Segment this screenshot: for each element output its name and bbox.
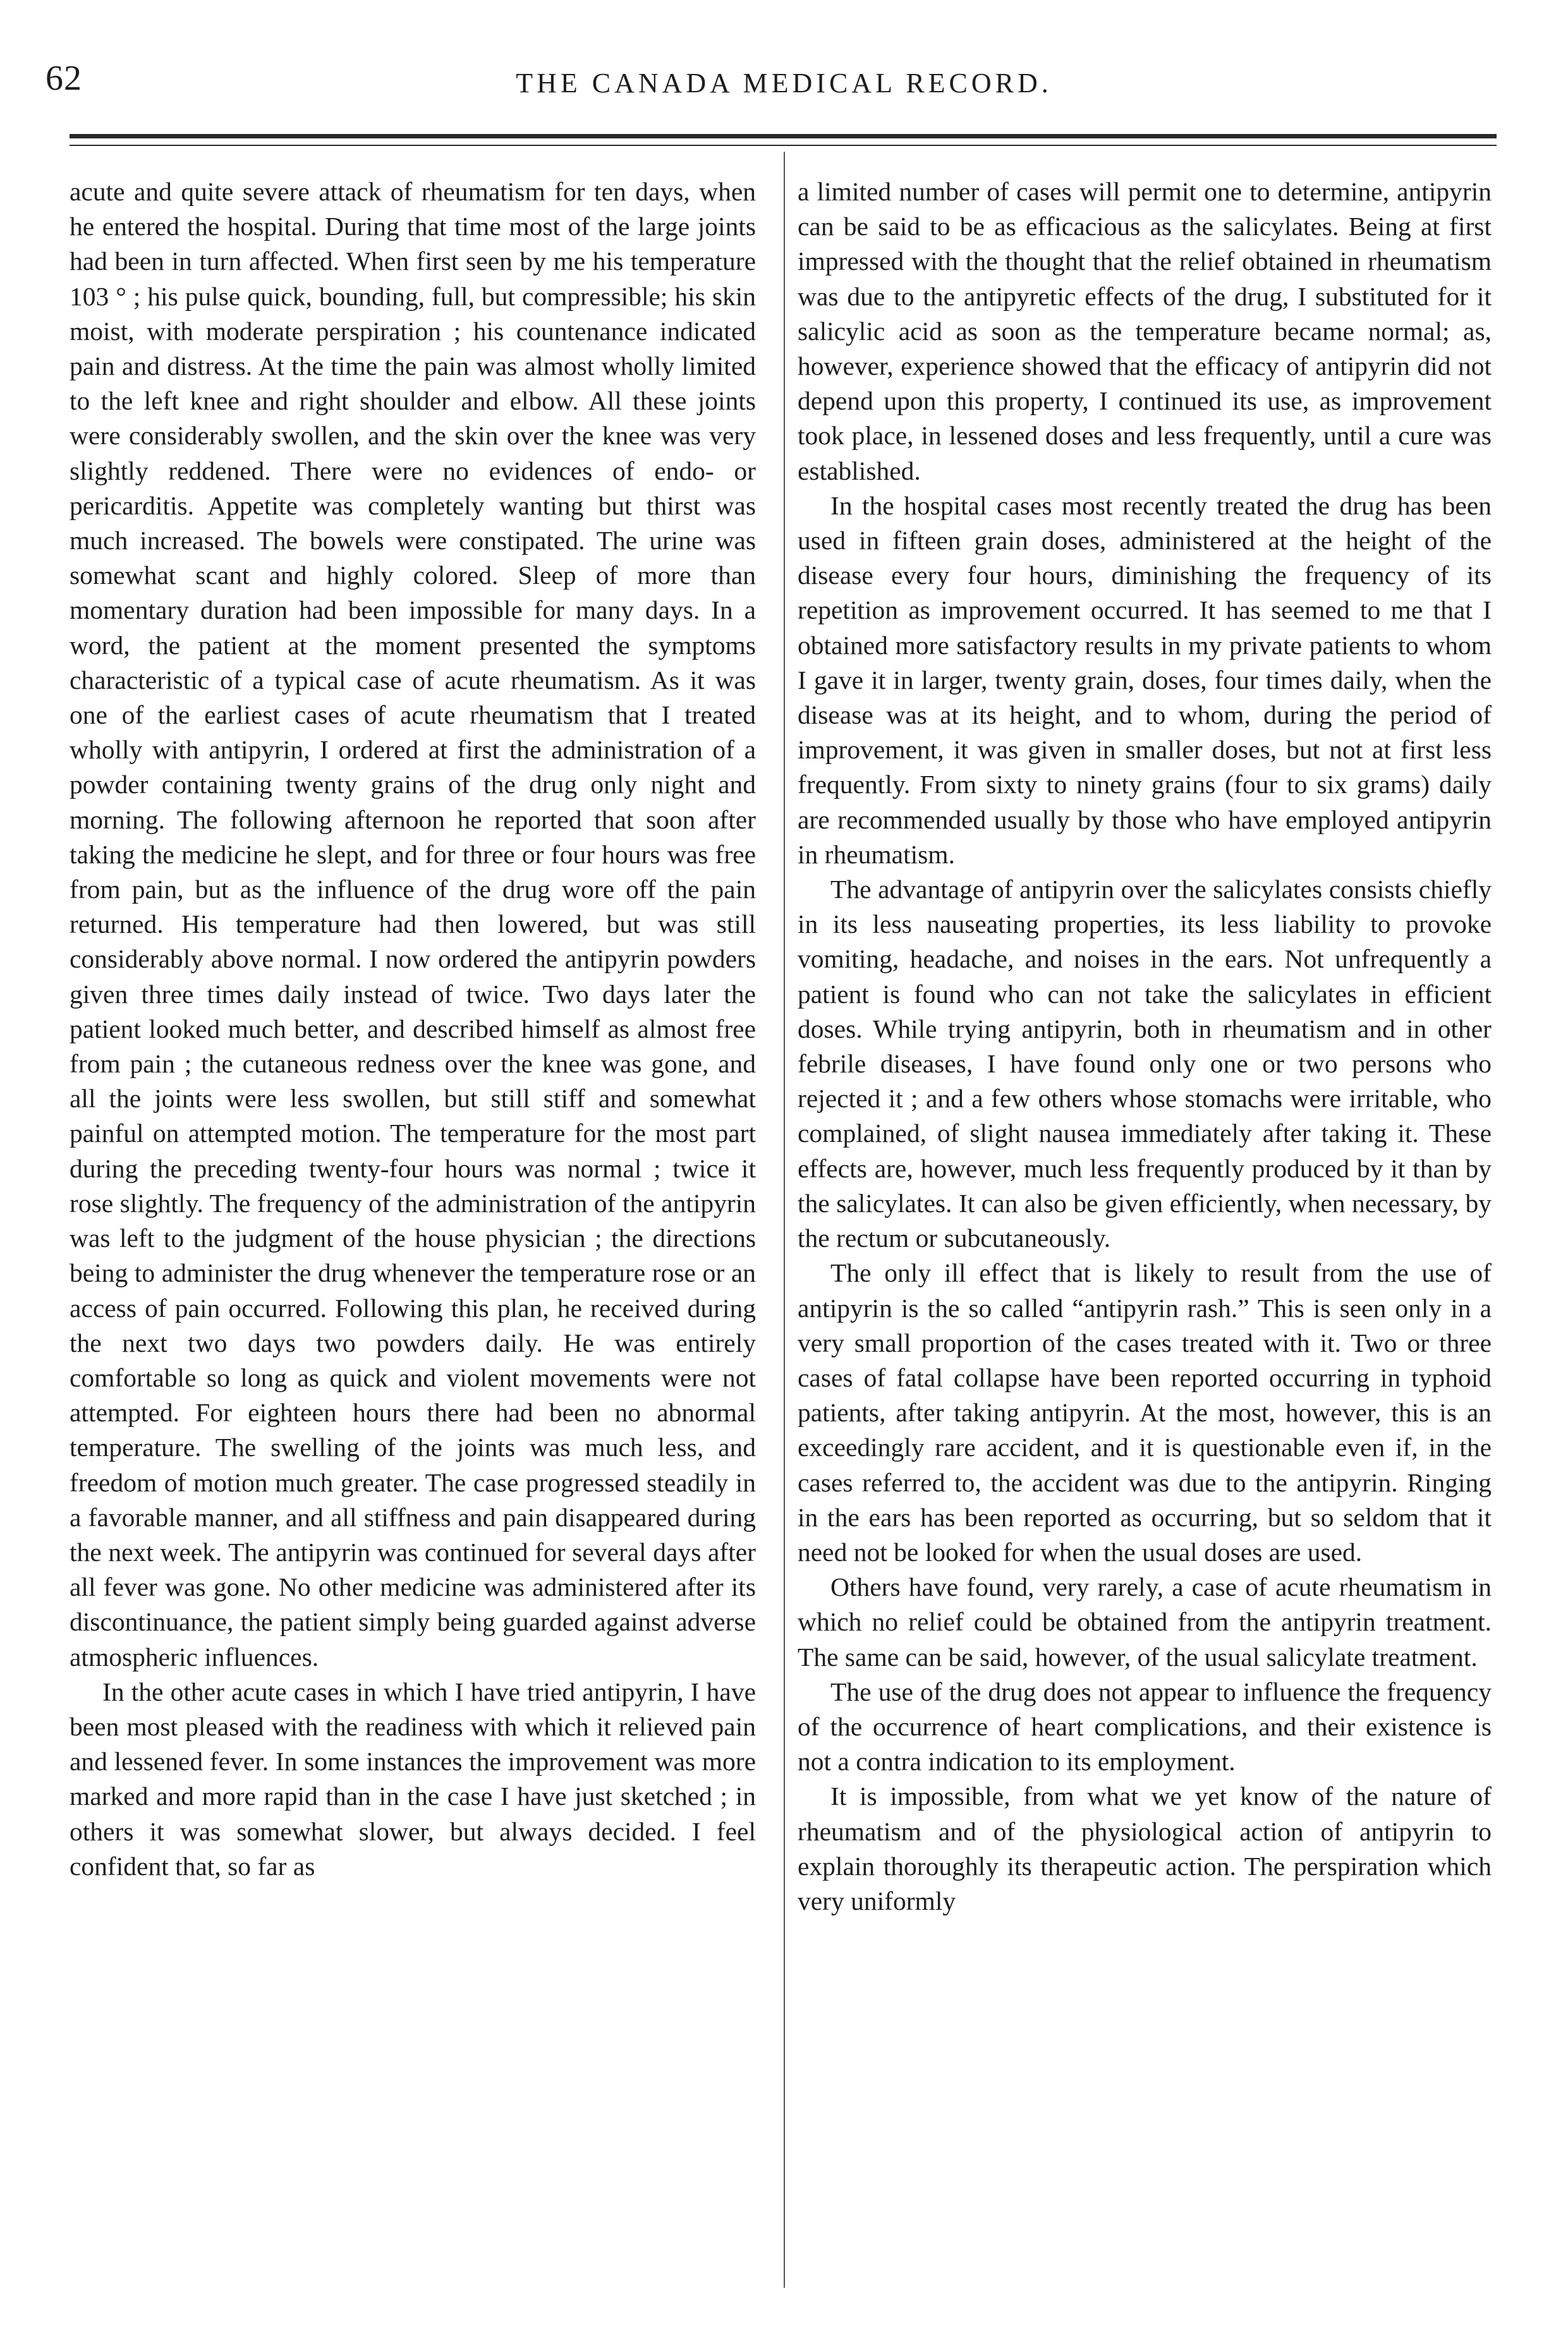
paragraph: Others have found, very rarely, a case of acute rheumatism in which no relief could be obtained from the antipyrin treatment. The same can be said, however, of the usual salicylate treatment. [798, 1572, 1492, 1672]
page-number: 62 [46, 59, 82, 98]
paragraph: The only ill effect that is likely to result from the use of antipyrin is the so called “antipyrin rash.” This is seen only in a very small proportion of the cases treated with it. Two or three cases of fatal collapse have been reported occurring in typhoid patients, after taking antipyrin. At the most, however, this is an exceedingly rare accident, and it is questionable even if, in the cases referred to, the accident was due to the antipyrin. Ringing in the ears has been reported as occurring, but so seldom that it need not be looked for when the usual doses are used. [798, 1258, 1492, 1567]
paragraph: acute and quite severe attack of rheumatism for ten days, when he entered the hospital. During that time most of the large joints had been in turn affected. When first seen by me his temperature 103 ° ; his pulse quick, bounding, full, but compressible; his skin moist, with moderate perspiration ; his countenance indicated pain and distress. At the time the pain was almost wholly limited to the left knee and right shoulder and elbow. All these joints were considerably swollen, and the skin over the knee was very slightly reddened. There were no evidences of endo- or pericarditis. Appetite was completely wanting but thirst was much increased. The bowels were constipated. The urine was somewhat scant and highly colored. Sleep of more than momentary duration had been impossible for many days. In a word, the patient at the moment presented the symptoms characteristic of a typical case of acute rheumatism. As it was one of the earliest cases of acute rheumatism that I treated wholly with antipyrin, I ordered at first the administration of a powder containing twenty grains of the drug only night and morning. The following afternoon he reported that soon after taking the medicine he slept, and for three or four hours was free from pain, but as the influence of the drug wore off the pain returned. His temperature had then lowered, but was still considerably above normal. I now ordered the antipyrin powders given three times daily instead of twice. Two days later the patient looked much better, and described himself as almost free from pain ; the cutaneous redness over the knee was gone, and all the joints were less swollen, but still stiff and somewhat painful on attempted motion. The temperature for the most part during the preceding twenty-four hours was normal ; twice it rose slightly. The frequency of the administration of the antipyrin was left to the judgment of the house physician ; the directions being to administer the drug whenever the temperature rose or an access of pain occurred. Following this plan, he received during the next two days two powders daily. He was entirely comfortable so long as quick and violent movements were not attempted. For eighteen hours there had been no abnormal temperature. The swelling of the joints was much less, and freedom of motion much greater. The case progressed steadily in a favorable manner, and all stiffness and pain disappeared during the next week. The antipyrin was continued for several days after all fever was gone. No other medicine was administered after its discontinuance, the patient simply being guarded against adverse atmospheric influences. [70, 177, 756, 1672]
paragraph: a limited number of cases will permit one to determine, antipyrin can be said to be as efficacious as the salicylates. Being at first impressed with the thought that the relief obtained in rheumatism was due to the antipyretic effects of the drug, I substituted for it salicylic acid as soon as the temperature became normal; as, however, experience showed that the efficacy of antipyrin did not depend upon this property, I continued its use, as improvement took place, in lessened doses and less frequently, until a cure was established. [798, 177, 1492, 485]
column-divider [784, 152, 785, 2288]
paragraph: In the hospital cases most recently treated the drug has been used in fifteen grain doses, administered at the height of the disease every four hours, diminishing the frequency of its repetition as improvement occurred. It has seemed to me that I obtained more satisfactory results in my private patients to whom I gave it in larger, twenty grain, doses, four times daily, when the disease was at its height, and to whom, during the period of improvement, it was given in smaller doses, but not at first less frequently. From sixty to ninety grains (four to six grams) daily are recommended usually by those who have employed antipyrin in rheumatism. [798, 490, 1492, 869]
right-column [798, 174, 1492, 1919]
paragraph: It is impossible, from what we yet know of the nature of rheumatism and of the physiological action of antipyrin to explain thoroughly its therapeutic action. The perspiration which very uniformly [798, 1782, 1492, 1915]
header-rule-thick [70, 134, 1497, 138]
paragraph: In the other acute cases in which I have tried antipyrin, I have been most pleased with the readiness with which it relieved pain and lessened fever. In some instances the improvement was more marked and more rapid than in the case I have just sketched ; in others it was somewhat slower, but always decided. I feel confident that, so far as [70, 1677, 756, 1881]
paragraph: The advantage of antipyrin over the salicylates consists chiefly in its less nauseating properties, its less liability to provoke vomiting, headache, and noises in the ears. Not unfrequently a patient is found who can not take the salicylates in efficient doses. While trying antipyrin, both in rheumatism and in other febrile diseases, I have found only one or two persons who rejected it ; and a few others whose stomachs were irritable, who complained, of slight nausea immediately after taking it. These effects are, however, much less frequently produced by it than by the salicylates. It can also be given efficiently, when necessary, by the rectum or subcutaneously. [798, 875, 1492, 1253]
header-rule-thin [70, 145, 1497, 146]
left-column [70, 174, 756, 1884]
running-head: THE CANADA MEDICAL RECORD. [516, 68, 1052, 99]
paragraph: The use of the drug does not appear to influence the frequency of the occurrence of heart complications, and their existence is not a contra indication to its employment. [798, 1677, 1492, 1776]
